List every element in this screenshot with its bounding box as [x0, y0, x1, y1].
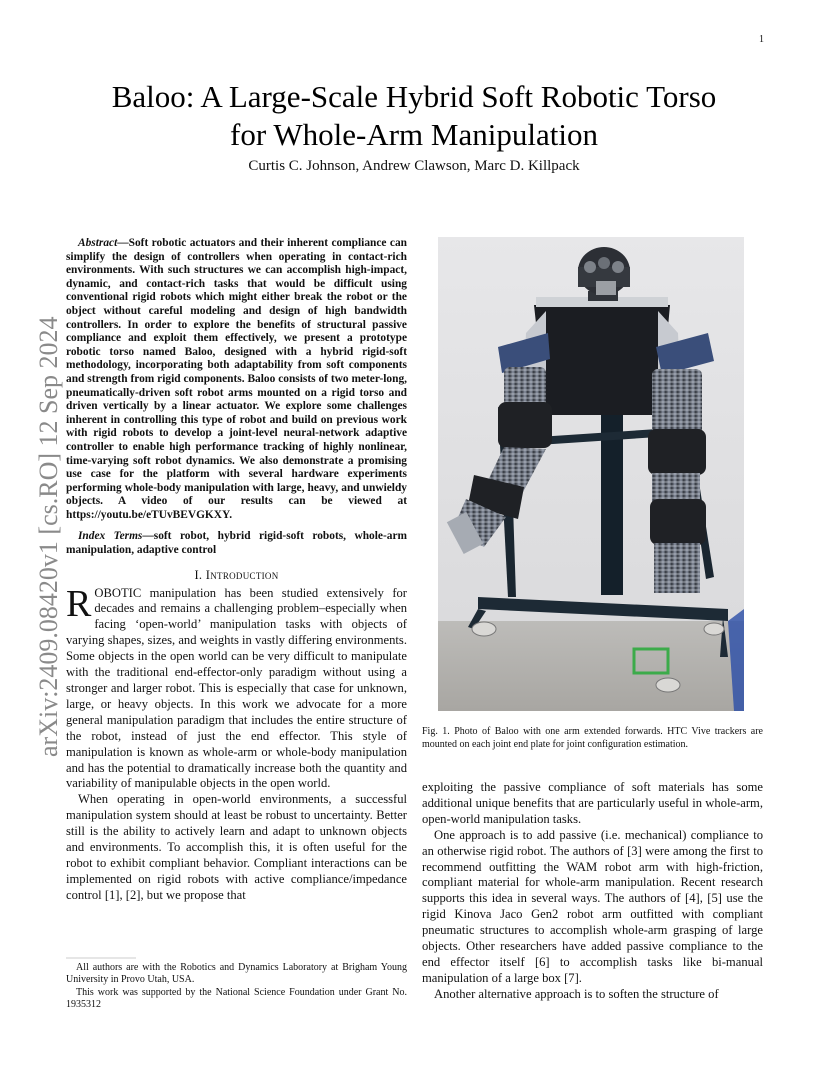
page-number: 1	[759, 34, 764, 45]
index-terms-label: Index Terms	[78, 530, 143, 543]
paper-title-line-1: Baloo: A Large-Scale Hybrid Soft Robotic Torso	[111, 79, 717, 114]
footnote-affiliation: All authors are with the Robotics and Dynamics Laboratory at Brigham Young University in Provo Utah, USA.	[66, 962, 407, 986]
paper-title-line-2: for Whole-Arm Manipulation	[230, 117, 598, 152]
index-terms-text: —soft robot, hybrid rigid-soft robots, whole-arm manipulation, adaptive control	[66, 530, 407, 557]
left-column	[66, 237, 407, 904]
right-column	[422, 780, 763, 1003]
robot-head	[578, 247, 630, 295]
intro-paragraph-1	[66, 582, 407, 793]
figure-robot-photo	[438, 237, 744, 711]
abstract-text: —Soft robotic actuators and their inherent compliance can simplify the design of controllers when operating in contact-rich environments. With such structures we can accomplish high-impact, dynamic, and contact-rich tasks that would be difficult using conventional rigid robots which might either break the robot or the object without careful modeling and design of high bandwidth controllers. In order to explore the benefits of structural passive compliance and exploit them effectively, we present a prototype robotic torso named Baloo, designed with a hybrid rigid-soft methodology, incorporating both adaptability from soft components and strength from rigid components. Baloo consists of two meter-long, pneumatically-driven soft robot arms mounted on a rigid torso and driven vertically by a linear actuator. We explore some challenges inherent in controlling this type of robot and build on previous work with rigid robots to develop a joint-level neural-network adaptive controller to enable high performance tracking of highly nonlinear, time-varying soft robot dynamics. We also demonstrate a promising use case for the platform with several hardware experiments performing whole-body manipulation with large, heavy, and unwieldy objects. A video of our results can be viewed at https://youtu.be/eTUvBEVGKXY.	[66, 237, 407, 521]
abstract-label: Abstract	[78, 237, 118, 249]
arxiv-identifier-text: arXiv:2409.08420v1 [cs.RO] 12 Sep 2024	[34, 316, 63, 757]
section-heading-introduction: I. Introduction	[194, 567, 279, 582]
drop-cap: R	[66, 582, 92, 625]
footnotes	[66, 962, 407, 1012]
right-paragraph-2: One approach is to add passive (i.e. mechanical) compliance to an otherwise rigid robot. The authors of [3] were among the first to recommend outfitting the WAM robot arm with high-friction, compliant material for whole-arm manipulation. Recent research supports this idea in several ways. The authors of [4], [5] use the rigid Kinova Jaco Gen2 robot arm outfitted with compliant pneumatic structures to accomplish whole-arm grasping of large objects. Other researchers have added passive compliance to the end effector itself [6] to accomplish tasks like bi-manual manipulation of a large box [7].	[422, 827, 763, 985]
index-terms	[66, 530, 407, 557]
paper-title	[60, 78, 768, 154]
footnote-funding: This work was supported by the National Science Foundation under Grant No. 1935312	[66, 986, 407, 1011]
author-list: Curtis C. Johnson, Andrew Clawson, Marc D. Killpack	[248, 158, 580, 174]
figure-caption: Fig. 1. Photo of Baloo with one arm extended forwards. HTC Vive trackers are mounted on each joint end plate for joint configuration estimation.	[422, 726, 763, 750]
right-paragraph-3: Another alternative approach is to soften the structure of	[434, 986, 719, 1001]
abstract	[66, 237, 407, 522]
right-paragraph-1: exploiting the passive compliance of soft materials has some additional unique benefits that are particularly useful in whole-arm, open-world manipulation tasks.	[422, 780, 763, 826]
footnote-rule	[66, 957, 136, 959]
intro-paragraph-1-text: OBOTIC manipulation has been studied extensively for decades and remains a challenging problem–especially when facing ‘open-world’ manipulation tasks with objects of varying shapes, sizes, and weights in vastly differing environments. Some objects in the open world can be very difficult to manipulate with the traditional end-effector-only paradigm without using a stronger and larger robot. This is especially that case for unknown, large, or heavy objects. In this work we advocate for a more general manipulation paradigm that includes the entire structure of the robot, instead of just the end effector. This style of manipulation is known as whole-arm or whole-body manipulation and has the potential to dramatically increase both the quantity and variability of manipulable objects in the open world.	[66, 585, 407, 791]
intro-paragraph-2: When operating in open-world environments, a successful manipulation system should at least be robust to uncertainty. Better still is the ability to actively learn and adapt to unknown objects and environments. To accomplish this, it is often useful for the robot to exhibit compliant behavior. Compliant interactions can be implemented on rigid robots with active compliance/impedance control [1], [2], but we propose that	[66, 792, 407, 902]
